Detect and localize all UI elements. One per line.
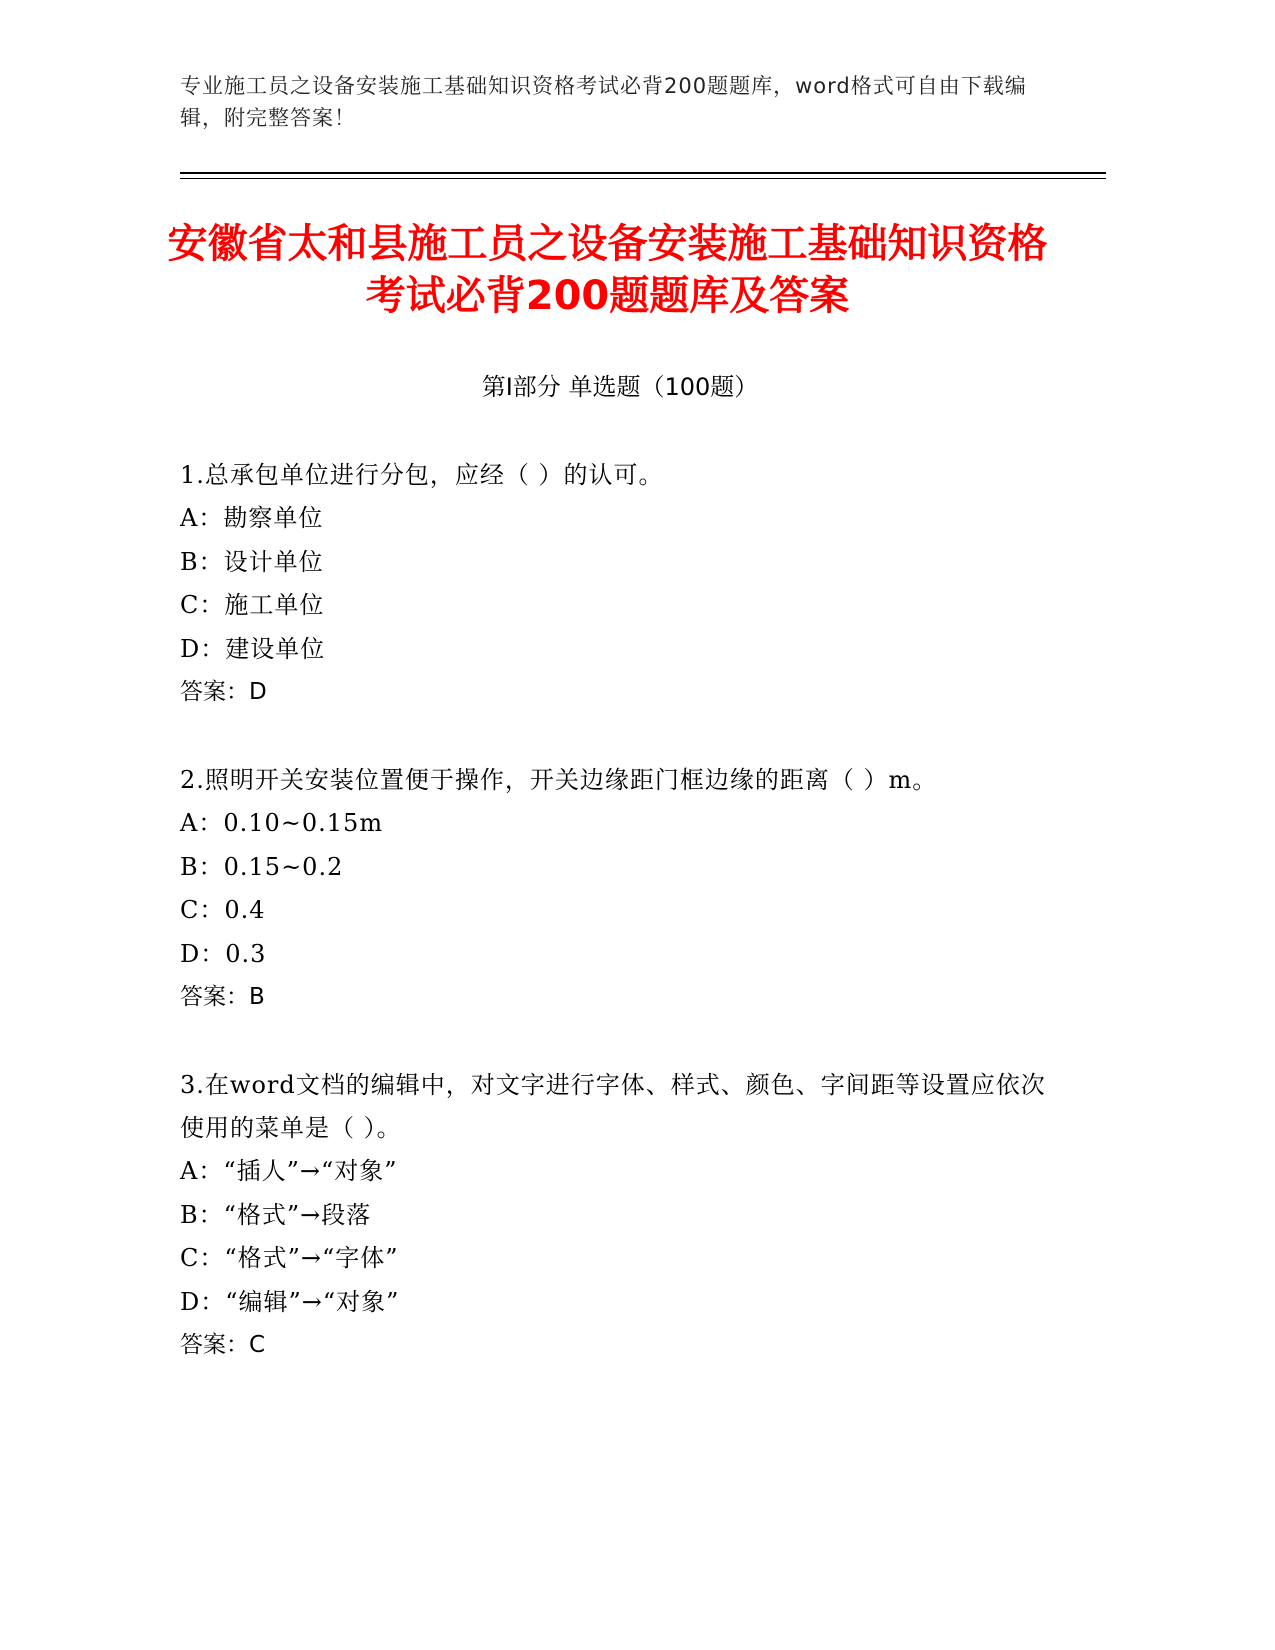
option-b: B：设计单位	[180, 547, 324, 576]
option-c: C：“格式”→“字体”	[180, 1244, 399, 1273]
answer: 答案：B	[180, 984, 265, 1011]
answer: 答案：C	[180, 1332, 266, 1359]
option-d: D：“编辑”→“对象”	[180, 1287, 400, 1316]
option-a: A：“插人”→“对象”	[180, 1157, 398, 1185]
question-stem: 3.在word文档的编辑中，对文字进行字体、样式、颜色、字间距等设置应依次使用的菜单是（ ）。	[180, 1071, 1046, 1142]
question-2	[180, 759, 1050, 1019]
answer: 答案：D	[180, 679, 267, 706]
section-title: 第Ⅰ部分 单选题（100题）	[481, 373, 759, 401]
option-b: B：“格式”→段落	[180, 1200, 372, 1229]
option-c: C：0.4	[180, 896, 266, 925]
header-note: 专业施工员之设备安装施工基础知识资格考试必背200题题库，word格式可自由下载编辑，附完整答案！	[180, 74, 1027, 130]
option-a: A：0.10~0.15m	[180, 809, 384, 837]
option-a: A：勘察单位	[180, 504, 324, 532]
question-1	[180, 454, 1050, 714]
question-stem: 1.总承包单位进行分包，应经（ ）的认可。	[180, 461, 664, 489]
option-d: D：0.3	[180, 939, 267, 968]
option-b: B：0.15~0.2	[180, 852, 344, 881]
header-divider-thin	[180, 178, 1106, 179]
question-3	[180, 1064, 1050, 1367]
header-divider-thick	[180, 172, 1106, 174]
option-c: C：施工单位	[180, 591, 325, 620]
document-title: 安徽省太和县施工员之设备安装施工基础知识资格考试必背200题题库及答案	[167, 221, 1048, 319]
option-d: D：建设单位	[180, 634, 326, 663]
question-stem: 2.照明开关安装位置便于操作，开关边缘距门框边缘的距离（ ）m。	[180, 766, 938, 794]
